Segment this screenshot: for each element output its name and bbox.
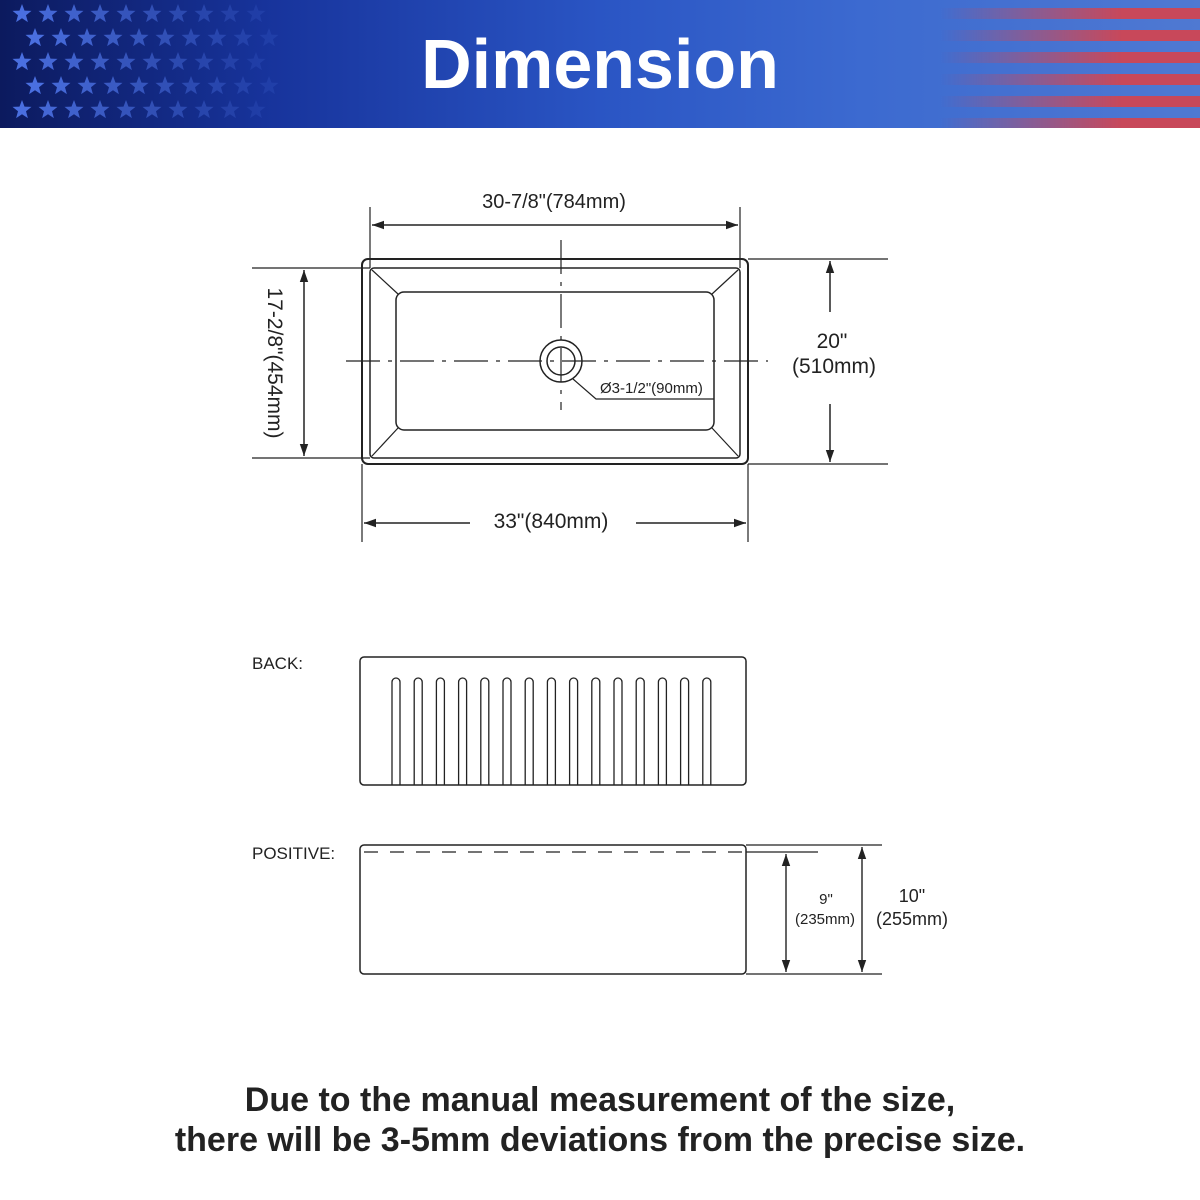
apron-flute <box>459 678 467 785</box>
apron-flute <box>570 678 578 785</box>
inner-width-label: 30-7/8"(784mm) <box>482 191 626 213</box>
inner-height-label-mm: (235mm) <box>794 911 856 928</box>
inner-depth-label: 17-2/8"(454mm) <box>263 287 286 439</box>
disclaimer-line-2: there will be 3-5mm deviations from the precise size. <box>174 1121 1026 1159</box>
outer-height-label-mm: (255mm) <box>875 909 949 929</box>
outer-depth-label-mm: (510mm) <box>791 355 877 378</box>
apron-flute <box>392 678 400 785</box>
apron-flute <box>592 678 600 785</box>
apron-flute <box>436 678 444 785</box>
drain-diameter-label: Ø3-1/2"(90mm) <box>600 380 703 397</box>
apron-flutes <box>392 678 711 785</box>
outer-width-label: 33"(840mm) <box>493 510 609 533</box>
inner-height-label-inches: 9" <box>819 891 833 908</box>
apron-flute <box>658 678 666 785</box>
apron-flute <box>547 678 555 785</box>
page-title: Dimension <box>421 25 779 103</box>
apron-flute <box>503 678 511 785</box>
front-view-label: POSITIVE: <box>252 844 336 863</box>
outer-height-label-inches: 10" <box>898 886 926 906</box>
apron-flute <box>525 678 533 785</box>
apron-flute <box>481 678 489 785</box>
apron-flute <box>681 678 689 785</box>
apron-flute <box>636 678 644 785</box>
outer-depth-label-inches: 20" <box>816 330 848 353</box>
back-view-label: BACK: <box>252 654 304 673</box>
apron-flute <box>414 678 422 785</box>
disclaimer-line-1: Due to the manual measurement of the size, <box>244 1081 956 1119</box>
front-view-outline <box>360 845 746 974</box>
measurement-disclaimer <box>0 1080 1200 1160</box>
apron-flute <box>614 678 622 785</box>
apron-flute <box>703 678 711 785</box>
